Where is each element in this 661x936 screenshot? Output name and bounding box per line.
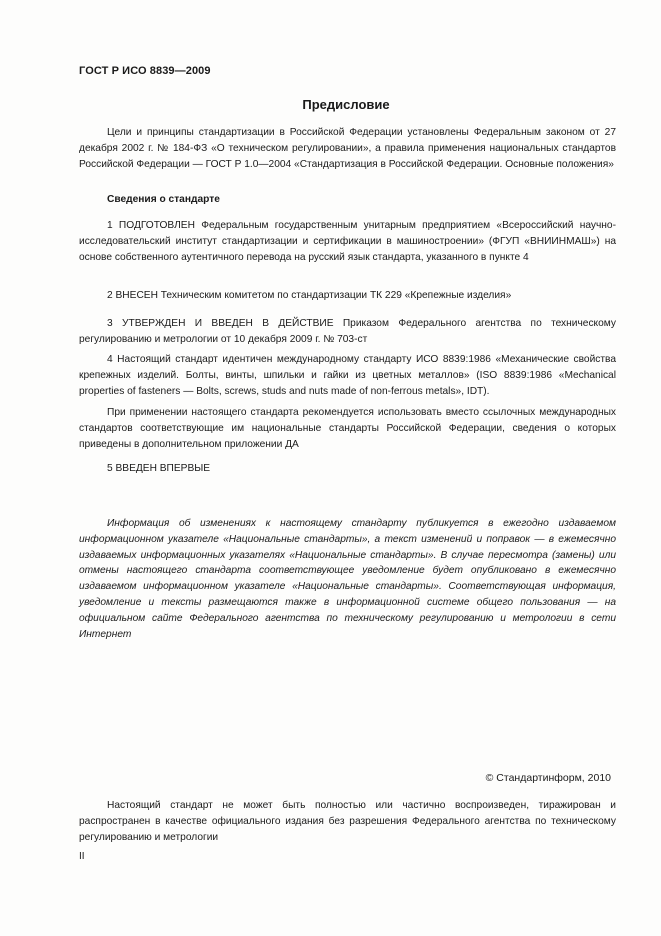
- item-3-paragraph: 3 УТВЕРЖДЕН И ВВЕДЕН В ДЕЙСТВИЕ Приказом Федерального агентства по техническому регулированию и метрологии от 10 декабря 2009 г. № 703-ст: [79, 318, 616, 345]
- item-4-paragraph: 4 Настоящий стандарт идентичен международному стандарту ИСО 8839:1986 «Механические свойства крепежных изделий. Болты, винты, шпильки и гайки из цветных металлов» (ISO 8839:1986 «Mechanical properties of fasteners — Bolts, screws, studs and nuts made of non-ferrous metals», IDT).: [79, 354, 616, 397]
- item-1-paragraph: 1 ПОДГОТОВЛЕН Федеральным государственным унитарным предприятием «Всероссийский научно-исследовательский институт стандартизации и сертификации в машиностроении» (ФГУП «ВНИИНМАШ») на основе собственного аутентичного перевода на русский язык стандарта, указанного в пункте 4: [79, 220, 616, 263]
- intro-paragraph: Цели и принципы стандартизации в Российской Федерации установлены Федеральным законом от 27 декабря 2002 г. № 184-ФЗ «О техническом регулировании», а правила применения национальных стандартов Российской Федерации — ГОСТ Р 1.0—2004 «Стандартизация в Российской Федерации. Основные положения»: [79, 127, 616, 170]
- page-number: II: [79, 851, 85, 862]
- reference-note-paragraph: При применении настоящего стандарта рекомендуется использовать вместо ссылочных международных стандартов соответствующие им национальные стандарты Российской Федерации, сведения о которых приведены в дополнительном приложении ДА: [79, 407, 616, 450]
- reproduction-notice: Настоящий стандарт не может быть полностью или частично воспроизведен, тиражирован и распространен в качестве официального издания без разрешения Федерального агентства по техническому регулированию и метрологии: [79, 800, 616, 843]
- copyright-line: © Стандартинформ, 2010: [485, 772, 611, 784]
- change-information-notice: Информация об изменениях к настоящему стандарту публикуется в ежегодно издаваемом информационном указателе «Национальные стандарты», а текст изменений и поправок — в ежемесячно издаваемых информационных указателях «Национальные стандарты». В случае пересмотра (замены) или отмены настоящего стандарта соответствующее уведомление будет опубликовано в ежемесячно издаваемом информационном указателе «Национальные стандарты». Соответствующая информация, уведомление и тексты размещаются также в информационной системе общего пользования — на официальном сайте Федерального агентства по техническому регулированию и метрологии в сети Интернет: [79, 518, 616, 640]
- section-heading: Сведения о стандарте: [107, 194, 220, 205]
- item-5-paragraph: 5 ВВЕДЕН ВПЕРВЫЕ: [107, 463, 211, 474]
- page-title: Предисловие: [302, 97, 390, 112]
- item-2-paragraph: 2 ВНЕСЕН Техническим комитетом по стандартизации ТК 229 «Крепежные изделия»: [107, 290, 512, 301]
- standard-code-header: ГОСТ Р ИСО 8839—2009: [79, 65, 211, 77]
